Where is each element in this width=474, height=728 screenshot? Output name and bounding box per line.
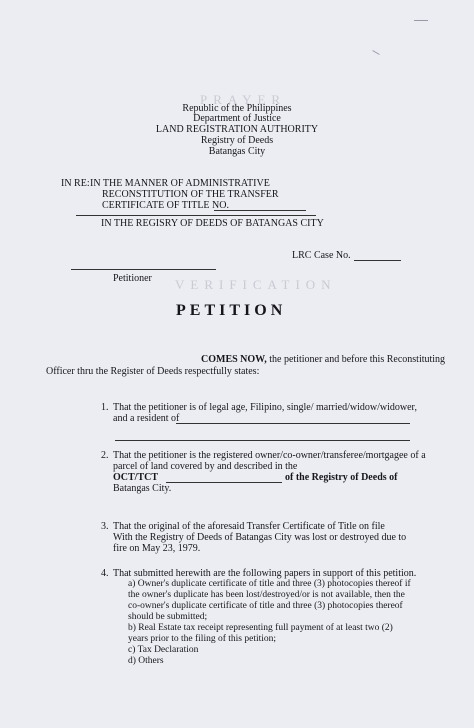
registry-line: IN THE REGISRY OF DEEDS OF BATANGAS CITY — [101, 218, 324, 229]
item-4c: c) Tax Declaration — [128, 645, 199, 655]
petitioner-label: Petitioner — [113, 273, 152, 284]
item-3-line-1: That the original of the aforesaid Transfer Certificate of Title on file — [113, 521, 385, 532]
item-2-line-4: Batangas City. — [113, 483, 172, 494]
item-3-line-2: With the Registry of Deeds of Batangas City was lost or destroyed due to — [113, 532, 407, 543]
item-4a-line-3: co-owner's duplicate certificate of title and three (3) photocopies thereof — [128, 601, 403, 611]
item-2-line-1: That the petitioner is the registered owner/co-owner/transferee/mortgagee of a — [113, 450, 426, 461]
header-city: Batangas City — [208, 146, 266, 157]
item-1-number: 1. — [101, 402, 109, 413]
intro-rest: the petitioner and before this Reconstituting — [266, 354, 446, 365]
lrc-case-blank — [354, 260, 401, 261]
item-2-number: 2. — [101, 450, 109, 461]
scan-mark — [372, 50, 379, 55]
in-re-line-2: RECONSTITUTION OF THE TRANSFER — [102, 189, 279, 200]
ghost-verification-heading: VERIFICATION — [175, 277, 337, 292]
intro-line-1 — [201, 354, 445, 366]
document-title: PETITION — [176, 302, 287, 319]
item-4a-line-4: should be submitted; — [128, 612, 208, 622]
item-1-line-2: and a resident of — [113, 413, 180, 424]
residence-blank — [176, 423, 410, 424]
ghost-prayer-heading: PRAYER — [200, 92, 287, 107]
comes-now: COMES NOW, — [201, 354, 267, 365]
residence-blank-2 — [115, 440, 410, 441]
header-lra: LAND REGISTRATION AUTHORITY — [155, 124, 319, 135]
petitioner-blank — [71, 269, 216, 270]
item-4a-line-2: the owner's duplicate has been lost/destroyed/or is not available, then the — [128, 590, 405, 600]
item-2-line-2: parcel of land covered by and described in the — [113, 461, 298, 472]
item-3-line-3: fire on May 23, 1979. — [113, 543, 201, 554]
item-4-line-1: That submitted herewith are the following papers in support of this petition. — [113, 568, 417, 579]
title-number-blank — [214, 210, 306, 211]
item-4b-line-2: years prior to the filing of this petition; — [128, 634, 277, 644]
item-1-line-1: That the petitioner is of legal age, Filipino, single/ married/widow/widower, — [113, 402, 417, 413]
lrc-case-label: LRC Case No. — [292, 250, 351, 261]
in-re-line-1: IN THE MANNER OF ADMINISTRATIVE — [90, 178, 270, 189]
header-department: Department of Justice — [193, 113, 281, 124]
in-re-line-3: CERTIFICATE OF TITLE NO. — [102, 200, 229, 211]
caption-rule — [76, 215, 316, 216]
in-re-label: IN RE: — [61, 178, 90, 189]
item-4a-line-1: a) Owner's duplicate certificate of title and three (3) photocopies thereof if — [128, 579, 411, 589]
scan-mark — [414, 20, 428, 21]
oct-tct-label: OCT/TCT — [113, 472, 159, 483]
header-republic: Republic of the Philippines — [182, 103, 292, 114]
item-4d: d) Others — [128, 656, 164, 666]
intro-line-2: Officer thru the Register of Deeds respectfully states: — [46, 366, 260, 377]
header-registry: Registry of Deeds — [200, 135, 274, 146]
oct-tct-blank — [166, 482, 282, 483]
item-3-number: 3. — [101, 521, 109, 532]
item-2-registry: of the Registry of Deeds of — [285, 472, 398, 483]
item-4b-line-1: b) Real Estate tax receipt representing full payment of at least two (2) — [128, 623, 393, 633]
item-4-number: 4. — [101, 568, 109, 579]
